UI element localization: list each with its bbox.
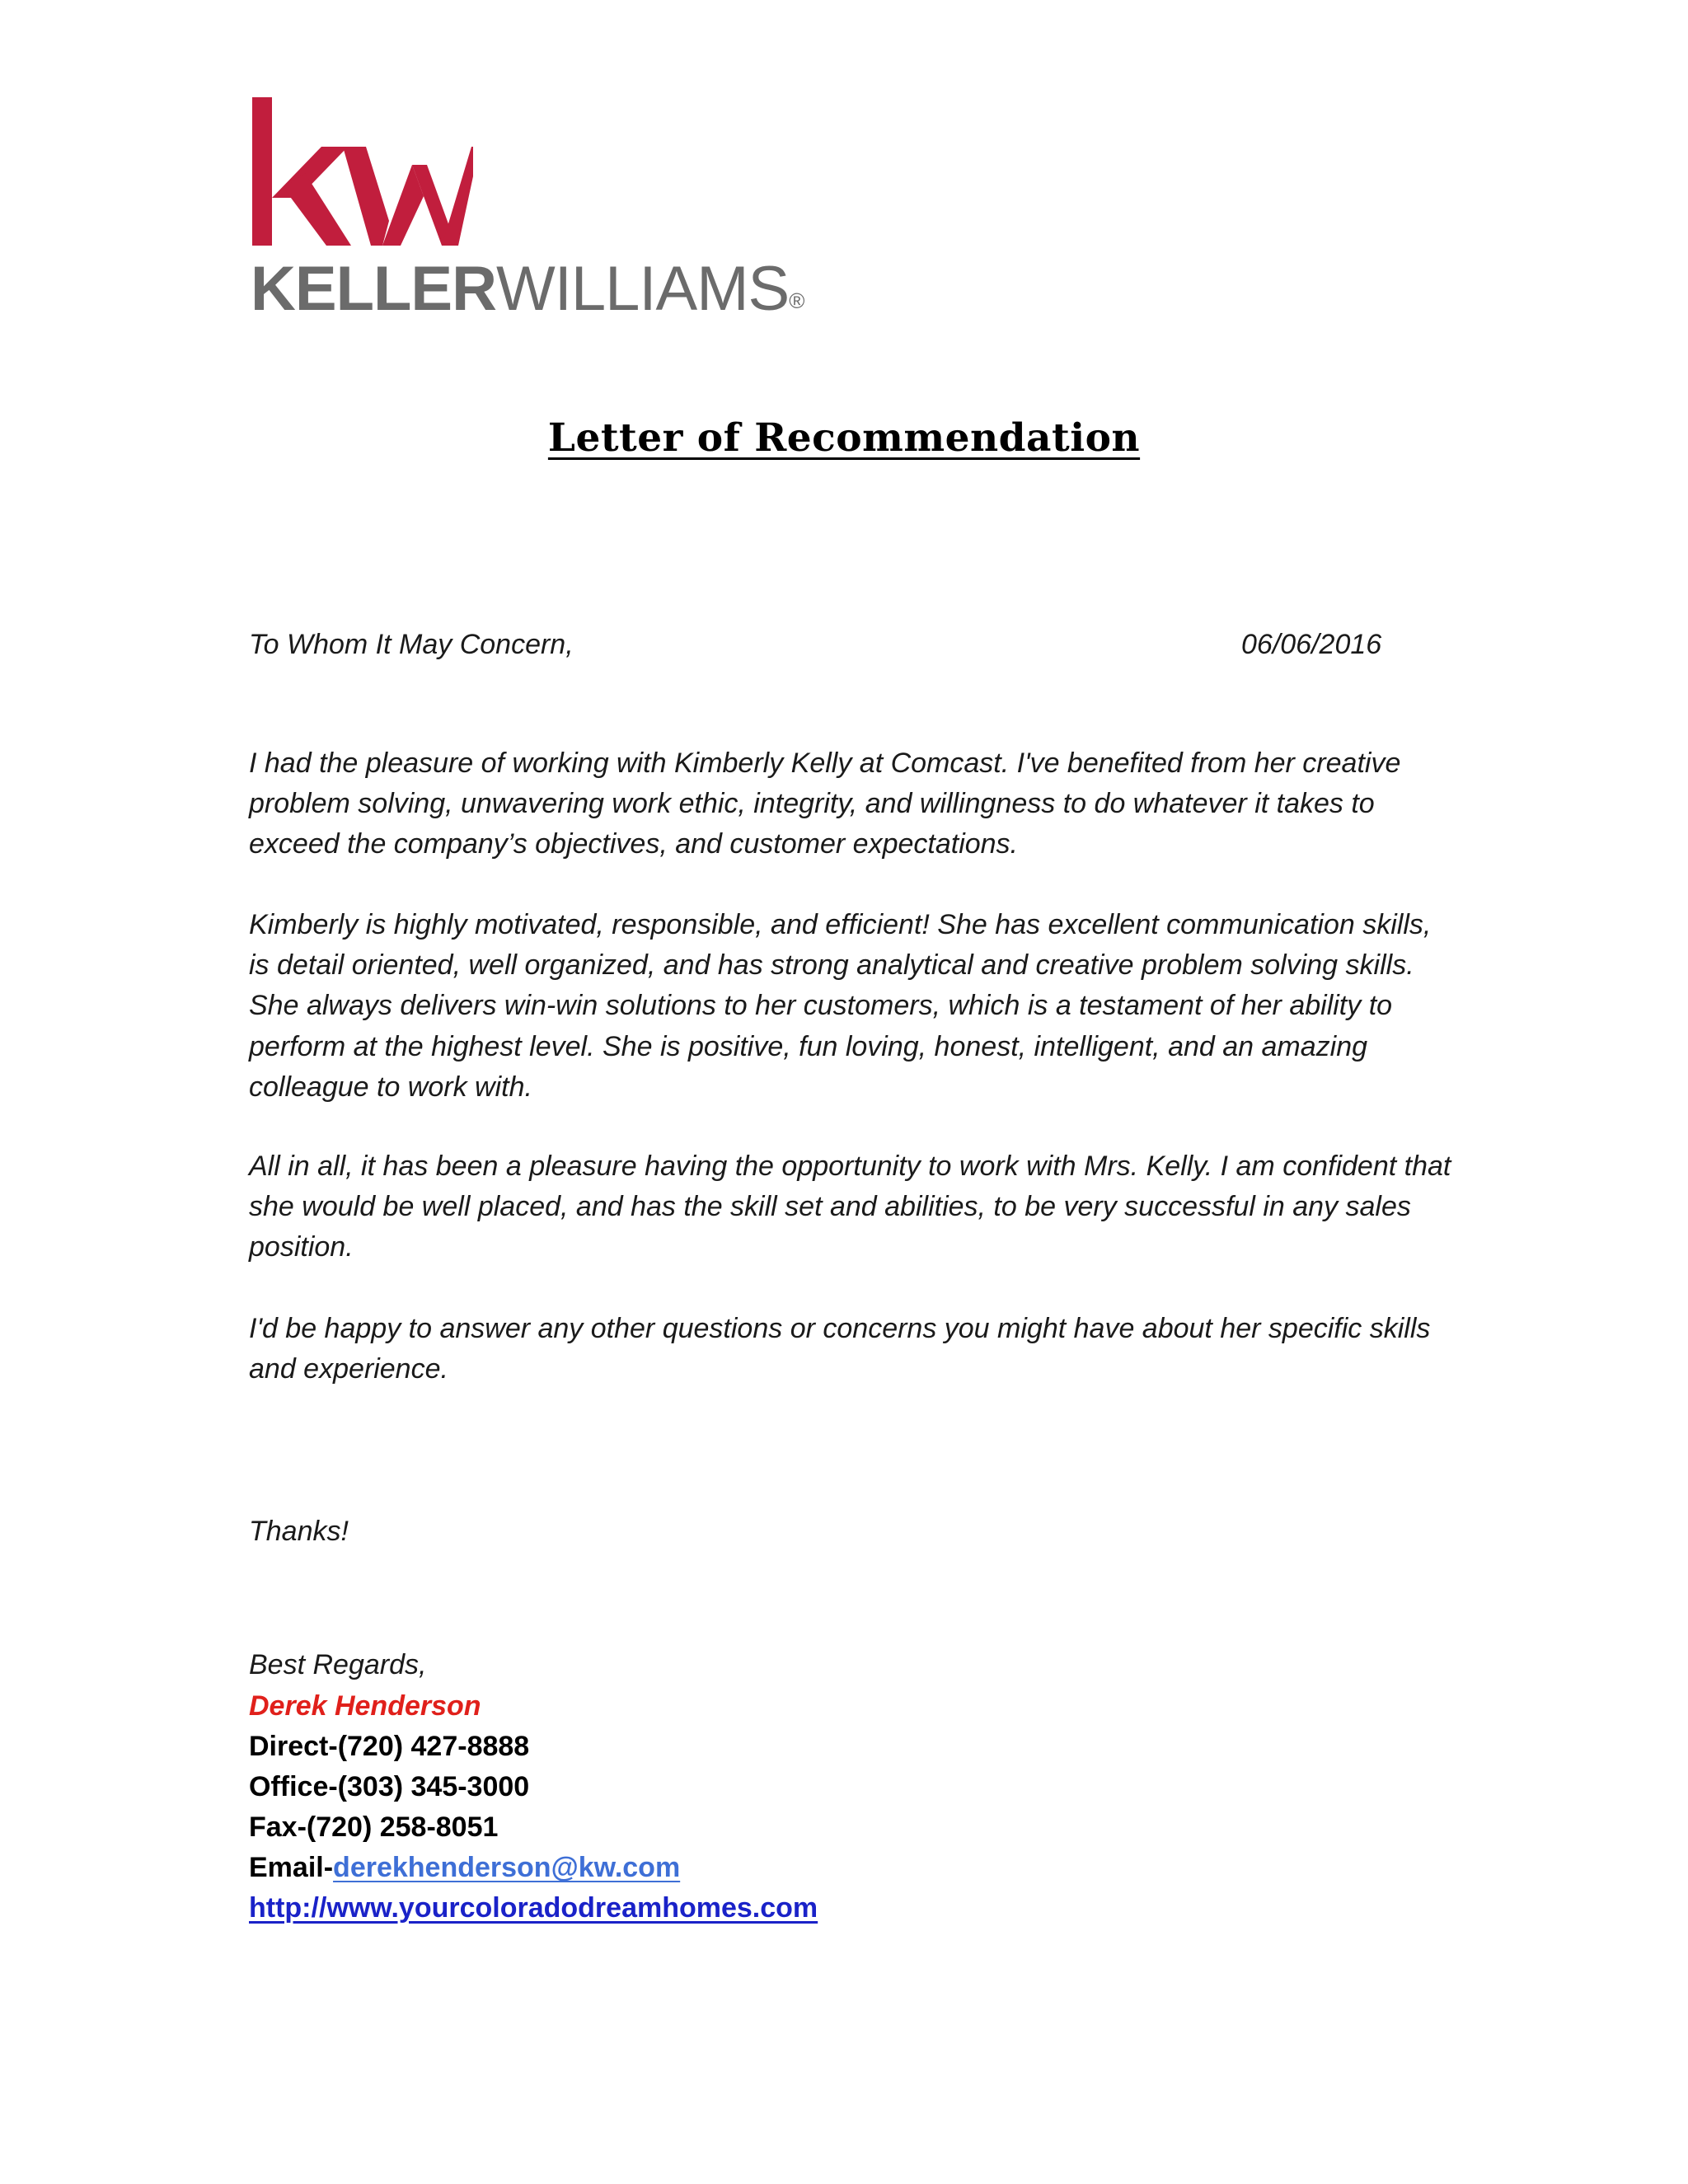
paragraph-4: I'd be happy to answer any other questions or concerns you might have about her specific skills and experience.: [249, 1313, 1431, 1385]
keller-williams-logo: [251, 97, 804, 324]
paragraph-3: All in all, it has been a pleasure having the opportunity to work with Mrs. Kelly. I am confident that she would be well placed, and has the skill set and abilities, to be very successful in any sales position.: [249, 1151, 1451, 1263]
signer-name: Derek Henderson: [249, 1690, 481, 1722]
email-label: Email-: [249, 1852, 334, 1883]
wordmark-williams: WILLIAMS: [496, 254, 790, 324]
letter-date: 06/06/2016: [1241, 629, 1382, 660]
letter-title: [0, 414, 1688, 463]
svg-text:KELLERWILLIAMS®: [251, 254, 804, 324]
fax-number: Fax-(720) 258-8051: [249, 1811, 499, 1843]
kw-logo-mark: [251, 97, 473, 246]
registered-mark: ®: [789, 288, 804, 313]
office-phone: Office-(303) 345-3000: [249, 1771, 530, 1802]
email-line: [249, 1848, 680, 1887]
wordmark-keller: KELLER: [251, 254, 496, 324]
thanks-line: Thanks!: [249, 1516, 349, 1547]
salutation: To Whom It May Concern,: [249, 629, 574, 660]
website-line: [249, 1888, 818, 1928]
paragraph-2: Kimberly is highly motivated, responsible, and efficient! She has excellent communication skills, is detail oriented, well organized, and has strong analytical and creative problem solving skills. She always delivers win-win solutions to her customers, which is a testament of her ability to perform at the highest level. She is positive, fun loving, honest, intelligent, and an amazing colleague to work with.: [249, 909, 1432, 1103]
letter-title-text: Letter of Recommendation: [547, 415, 1141, 461]
website-link[interactable]: http://www.yourcoloradodreamhomes.com: [249, 1892, 818, 1924]
direct-phone: Direct-(720) 427-8888: [249, 1731, 530, 1762]
keller-williams-wordmark: [251, 254, 804, 324]
email-link[interactable]: derekhenderson@kw.com: [333, 1852, 681, 1883]
closing-line: Best Regards,: [249, 1649, 427, 1680]
paragraph-1: I had the pleasure of working with Kimberly Kelly at Comcast. I've benefited from her creative problem solving, unwavering work ethic, integrity, and willingness to do whatever it takes to exceed the company’s objectives, and customer expectations.: [249, 748, 1401, 860]
